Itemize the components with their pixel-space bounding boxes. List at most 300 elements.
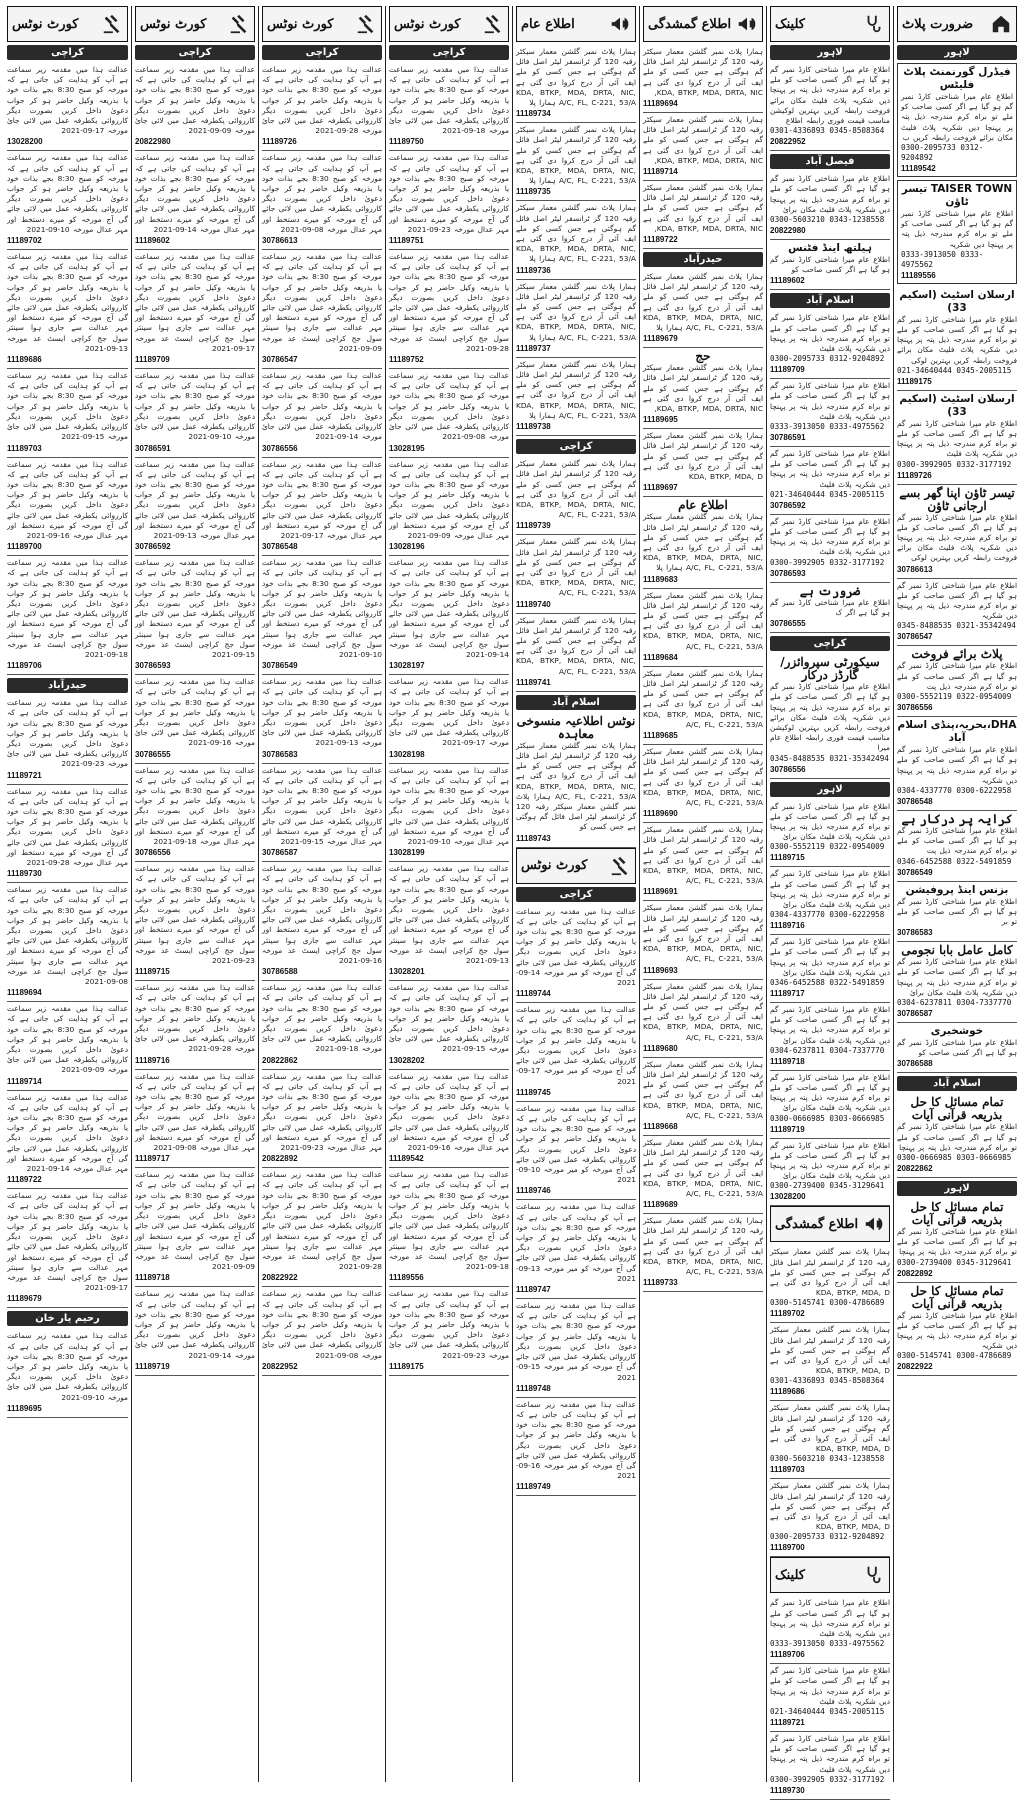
ad-reference: 11189679 bbox=[643, 334, 678, 344]
classified-ad bbox=[643, 113, 763, 181]
classified-ad bbox=[897, 1283, 1017, 1377]
ad-body: عدالت ہذا میں مقدمہ زیر سماعت ہے آپ کو ہدایت کی جاتی ہے کہ مورخہ کو صبح 8:30 بجے بذات خود یا بذریعہ وکیل حاضر ہو کر جواب دعویٰ داخل کریں بصورت دیگر کارروائی یکطرفہ عمل میں لائی جائ مورخہ 17-09-2021 bbox=[7, 65, 128, 136]
classified-ad bbox=[643, 270, 763, 348]
ad-body: عدالت ہذا میں مقدمہ زیر سماعت ہے آپ کو ہدایت کی جاتی ہے کہ مورخہ کو صبح 8:30 بجے بذات خود یا بذریعہ وکیل حاضر ہو کر جواب دعویٰ داخل کریں بصورت دیگر کارروائی یکطرفہ عمل میں لائی جائ مورخہ 15-09-2021 bbox=[7, 371, 128, 442]
classified-ad bbox=[389, 1070, 509, 1169]
ad-reference: 11189730 bbox=[7, 869, 42, 879]
ad-body: عدالت ہذا میں مقدمہ زیر سماعت ہے آپ کو ہدایت کی جاتی ہے کہ مورخہ کو صبح 8:30 بجے بذات خود یا بذریعہ وکیل حاضر ہو کر جواب دعویٰ داخل کریں بصورت دیگر کارروائی یکطرفہ عمل میں لائی جائے گی آج مورخہ کو میرے دستخط اور مہر عدالت سے جاری ہوا سینئر سول جج کراچی ایسٹ عد مورخہ 09-09-2021 bbox=[262, 252, 382, 353]
ad-phone: 0300-3992905 0332-3177192 bbox=[770, 1774, 885, 1784]
ad-phone: 0346-6452588 0322-5491859 bbox=[770, 977, 885, 987]
classified-ad bbox=[516, 1102, 636, 1201]
ad-body: اطلاع عام میرا شناختی کارڈ نمبر گم ہو گیا ہے اگر کسی صاحب کو ملے تو براہ کرم مندرجہ ذیل پتہ پر پہنچا دیں شکریہ پلاٹ فلیٹ bbox=[770, 516, 890, 557]
ad-body: عدالت ہذا میں مقدمہ زیر سماعت ہے آپ کو ہدایت کی جاتی ہے کہ مورخہ کو صبح 8:30 بجے بذات خود یا بذریعہ وکیل حاضر ہو کر جواب دعویٰ داخل کریں بصورت دیگر کارروائی یکطرفہ عمل میں لائی جائ مورخہ 09-09-2021 bbox=[7, 1004, 128, 1075]
ad-heading: فیڈرل گورنمنٹ پلاٹ فلیٹس bbox=[903, 66, 1011, 91]
ad-reference: 30786549 bbox=[897, 867, 933, 877]
ad-body: عدالت ہذا میں مقدمہ زیر سماعت ہے آپ کو ہدایت کی جاتی ہے کہ مورخہ کو صبح 8:30 بجے بذات خود یا بذریعہ وکیل حاضر ہو کر جواب دعویٰ داخل کریں بصورت دیگر کارروائی یکطرفہ عمل میں لائی جائ مورخہ 13-09-2021 bbox=[262, 677, 382, 748]
ad-body: اطلاع عام میرا شناختی کارڈ نمبر گم ہو گیا ہے اگر کسی صاحب کو ملے تو براہ کرم مندرجہ ذیل پتہ پر پہنچا دیں شکریہ bbox=[897, 580, 1017, 621]
ad-reference: 11189719 bbox=[770, 1124, 805, 1134]
ad-heading: حج bbox=[695, 349, 711, 364]
ad-reference: 30786588 bbox=[262, 967, 298, 977]
classified-ad bbox=[262, 764, 382, 863]
ad-body: عدالت ہذا میں مقدمہ زیر سماعت ہے آپ کو ہدایت کی جاتی ہے کہ مورخہ کو صبح 8:30 بجے بذات خود یا بذریعہ وکیل حاضر ہو کر جواب دعویٰ داخل کریں بصورت دیگر کارروائی یکطرفہ عمل میں لائی جائے گی آج مورخہ کو میرے دستخط اور مہر عدال مورخہ 14-09-2021 bbox=[7, 1092, 128, 1174]
section-header-court-2-title: کورٹ نوٹس bbox=[267, 16, 334, 32]
ad-reference: 11189695 bbox=[7, 1403, 42, 1413]
ad-body: عدالت ہذا میں مقدمہ زیر سماعت ہے آپ کو ہدایت کی جاتی ہے کہ مورخہ کو صبح 8:30 بجے بذات خود یا بذریعہ وکیل حاضر ہو کر جواب دعویٰ داخل کریں بصورت دیگر کارروائی یکطرفہ عمل میں لائی جائے گی آج مورخہ کو میرے دستخط اور مہر عدال مورخہ 10-09-2021 bbox=[389, 765, 509, 846]
classified-ad bbox=[770, 1401, 890, 1479]
ad-body: عدالت ہذا میں مقدمہ زیر سماعت ہے آپ کو ہدایت کی جاتی ہے کہ مورخہ کو صبح 8:30 بجے بذات خود یا بذریعہ وکیل حاضر ہو کر جواب دعویٰ داخل کریں بصورت دیگر کارروائی یکطرفہ عمل میں لائی جائے گی آج مورخہ کو میرے دستخط اور مہر عدال مورخہ 13-09-2021 bbox=[135, 459, 255, 540]
ad-body: اطلاع عام میرا شناختی کارڈ نمبر گم ہو گیا ہے اگر کسی صاحب کو ملے تو براہ کرم مندرجہ ذیل پتہ پر پہنچا دیں شکریہ پلاٹ فلیٹ مکان برائ bbox=[770, 801, 890, 842]
classified-ad bbox=[7, 785, 128, 884]
ad-body: ہمارا پلاٹ نمبر گلشن معمار سیکٹر رقبہ 120 گز ٹرانسفر لیٹر اصل فائل گم ہوگئی ہے جس کسی کو ملے ایف آئی آر درج کروا دی گئی ہے KDA, BTKP, MDA, DRTA, NIC, A/C, FL, C-221, 53/A bbox=[643, 746, 764, 807]
ad-body: عدالت ہذا میں مقدمہ زیر سماعت ہے آپ کو ہدایت کی جاتی ہے کہ مورخہ کو صبح 8:30 بجے بذات خود یا بذریعہ وکیل حاضر ہو کر جواب دعویٰ داخل کریں بصورت دیگر کارروائی یکطرفہ عمل میں لائی جائے گی آج مورخہ کو میرے دستخط اور مہر عدالت سے جاری ہوا سینئر سول جج کراچی ایسٹ عد مورخہ 28-09-2021 bbox=[389, 252, 509, 353]
ad-reference: 13028200 bbox=[7, 137, 43, 147]
ad-phone: 0300-5145741 0300-4786689 bbox=[897, 1351, 1012, 1361]
ad-body: اطلاع عام میرا شناختی کارڈ نمبر گم ہو گیا ہے اگر کسی صاحب کو ملے تو براہ کرم مندرجہ ذیل پتہ پر پہنچا bbox=[897, 1122, 1017, 1152]
ad-reference: 11189602 bbox=[135, 236, 170, 246]
classified-ad bbox=[643, 745, 763, 823]
classified-ad bbox=[897, 942, 1017, 1023]
classified-ad bbox=[770, 379, 890, 447]
ad-reference: 20822892 bbox=[262, 1154, 298, 1164]
classified-ad bbox=[135, 556, 255, 675]
ad-reference: 30786547 bbox=[262, 355, 298, 365]
ad-body: عدالت ہذا میں مقدمہ زیر سماعت ہے آپ کو ہدایت کی جاتی ہے کہ مورخہ کو صبح 8:30 بجے بذات خود یا بذریعہ وکیل حاضر ہو کر جواب دعویٰ داخل کریں بصورت دیگر کارروائی یکطرفہ عمل میں لائی جائے گی آج مورخہ کو میرے دستخط اور مہر عدالت سے جاری ہوا سینئر سول جج کراچی ایسٹ عد مورخہ 16-09-2021 bbox=[262, 864, 382, 966]
classified-ad bbox=[389, 862, 509, 981]
ad-heading: تیسر ٹاؤن اپنا گھر بسے ارجانی ٹاؤن bbox=[899, 485, 1015, 513]
ad-reference: 11189680 bbox=[643, 1043, 678, 1053]
classified-ad bbox=[770, 447, 890, 515]
column-court-1 bbox=[385, 6, 512, 1782]
ad-reference: 11189752 bbox=[389, 355, 424, 365]
classified-ad bbox=[897, 485, 1017, 579]
ad-reference: 30786555 bbox=[135, 749, 171, 759]
ad-body: عدالت ہذا میں مقدمہ زیر سماعت ہے آپ کو ہدایت کی جاتی ہے کہ مورخہ کو صبح 8:30 بجے بذات خود یا بذریعہ وکیل حاضر ہو کر جواب دعویٰ داخل کریں بصورت دیگر کارروائی یکطرفہ عمل میں لائی جائے گی آج مورخہ کو میرے دستخط اور مہر عدالت سے جاری ہوا سینئر سول جج کراچی ایسٹ عد مورخہ 13-09-2021 bbox=[7, 252, 128, 353]
ad-reference: 11189542 bbox=[389, 1154, 424, 1164]
ad-reference: 11189750 bbox=[389, 137, 424, 147]
ad-body: ہمارا پلاٹ نمبر گلشن معمار سیکٹر رقبہ 120 گز ٹرانسفر لیٹر اصل فائل گم ہوگئی ہے جس کسی کو ملے ایف آئی آر درج کروا دی گئی ہے KDA, BTKP, MDA, DRTA, NIC, A/C, FL, C-221, 53/A ہمارا پلا bbox=[643, 272, 764, 333]
ad-body: عدالت ہذا میں مقدمہ زیر سماعت ہے آپ کو ہدایت کی جاتی ہے کہ مورخہ کو صبح 8:30 بجے بذات خود یا بذریعہ وکیل حاضر ہو کر جواب دعویٰ داخل کریں بصورت دیگر کارروائی یکطرفہ عمل میں لائی جائے گی آج مورخہ کو میرے دستخط اور مہر عدال مورخہ 09-09-2021 bbox=[389, 459, 509, 540]
city-label-rahim_yar_khan: رحیم یار خان bbox=[7, 1311, 128, 1326]
ad-reference: 13028200 bbox=[770, 1192, 806, 1202]
section-header-property-title: ضرورت پلاٹ bbox=[902, 16, 974, 32]
ad-body: عدالت ہذا میں مقدمہ زیر سماعت ہے آپ کو ہدایت کی جاتی ہے کہ مورخہ کو صبح 8:30 بجے بذات خود یا بذریعہ وکیل حاضر ہو کر جواب دعویٰ داخل کریں بصورت دیگر کارروائی یکطرفہ عمل میں لائی جائ مورخہ 15-09-2021 bbox=[389, 983, 509, 1054]
classified-ad bbox=[643, 589, 763, 667]
ad-body: اطلاع عام میرا شناختی کارڈ نمبر گم ہو گیا ہے اگر کسی صاحب کو ملے تو بر bbox=[897, 896, 1017, 926]
classified-ad bbox=[389, 458, 509, 557]
ad-phone: 0300-3992905 0332-3177192 bbox=[770, 557, 885, 567]
ad-body: عدالت ہذا میں مقدمہ زیر سماعت ہے آپ کو ہدایت کی جاتی ہے کہ مورخہ کو صبح 8:30 بجے بذات خود یا بذریعہ وکیل حاضر ہو کر جواب دعویٰ داخل کریں بصورت دیگر کارروائی یکطرفہ عمل میں لائی جائے گی آج مورخہ کو میرے دستخط اور مہر عدالت سے جاری ہوا سینئر سول جج کراچی ایسٹ عد مورخہ 08-09-2021 bbox=[7, 885, 128, 987]
ad-phone: 0304-6237811 0304-7337770 bbox=[770, 1045, 885, 1055]
ad-reference: 30786593 bbox=[770, 568, 806, 578]
ad-body: اطلاع عام میرا شناختی کارڈ نمبر گم ہو گیا ہے اگر کسی صاحب کو bbox=[897, 1037, 1017, 1058]
classified-ad bbox=[262, 675, 382, 763]
classified-ad bbox=[262, 151, 382, 250]
classified-ad bbox=[897, 717, 1017, 811]
ad-body: عدالت ہذا میں مقدمہ زیر سماعت ہے آپ کو ہدایت کی جاتی ہے کہ مورخہ کو صبح 8:30 بجے بذات خود یا بذریعہ وکیل حاضر ہو کر جواب دعویٰ داخل کریں بصورت دیگر کارروائی یکطرفہ عمل میں لائی جائے گی آج مورخہ کو میرے دستخط اور مہر عدالت سے جاری ہوا سینئر سول جج کراچی ایسٹ عد مورخہ 15-09-2021 bbox=[135, 558, 255, 659]
classified-ad bbox=[389, 1287, 509, 1375]
ad-reference: 11189719 bbox=[135, 1361, 170, 1371]
city-label-karachi: کراچی bbox=[262, 45, 382, 60]
classified-ad bbox=[135, 250, 255, 369]
classified-ad bbox=[897, 646, 1017, 717]
ad-reference: 13028202 bbox=[389, 1055, 425, 1065]
city-label-islamabad: اسلام آباد bbox=[770, 293, 890, 308]
classified-ad bbox=[897, 1094, 1017, 1178]
ad-body: عدالت ہذا میں مقدمہ زیر سماعت ہے آپ کو ہدایت کی جاتی ہے کہ مورخہ کو صبح 8:30 بجے بذات خود یا بذریعہ وکیل حاضر ہو کر جواب دعویٰ داخل کریں بصورت دیگر کارروائی یکطرفہ عمل میں لائی جائے گی آج مورخہ کو میر مورخہ 14-09-2021 bbox=[516, 906, 636, 987]
ad-reference: 11189734 bbox=[516, 109, 551, 119]
ad-reference: 13028196 bbox=[389, 542, 425, 552]
ad-body: ہمارا پلاٹ نمبر گلشن معمار سیکٹر رقبہ 120 گز ٹرانسفر لیٹر اصل فائل گم ہوگئی ہے جس کسی کو ملے ایف آئی آر درج کروا دی گئی ہے KDA, BTKP, MDA, DRTA, NIC, A/C, FL, C-221, 53/A ہمارا پلا bbox=[643, 512, 764, 573]
ad-body: عدالت ہذا میں مقدمہ زیر سماعت ہے آپ کو ہدایت کی جاتی ہے کہ مورخہ کو صبح 8:30 بجے بذات خود یا بذریعہ وکیل حاضر ہو کر جواب دعویٰ داخل کریں بصورت دیگر کارروائی یکطرفہ عمل میں لائی جائے گی آج مورخہ کو میرے دستخط اور مہر عدال مورخہ 08-09-2021 bbox=[262, 153, 382, 234]
column-property bbox=[893, 6, 1020, 1782]
ad-body: اطلاع عام میرا شناختی کارڈ نمبر گم ہو گیا ہے اگر کسی صاحب کو ملے تو براہ کرم مندرجہ ذیل پتہ پر پہنچا دیں شکریہ پلاٹ فلیٹ bbox=[897, 418, 1017, 459]
classified-ad bbox=[135, 151, 255, 250]
ad-reference: 11189693 bbox=[643, 965, 678, 975]
ad-body: اطلاع عام میرا شناختی کارڈ نمبر گم ہو گیا ہے اگر کسی صاحب کو ملے تو براہ کرم مندرجہ ذیل پتہ پر پہنچا دیں شکریہ پلاٹ فلیٹ مکان برائ bbox=[770, 869, 890, 909]
ad-reference: 11189695 bbox=[643, 415, 678, 425]
ad-body: ہمارا پلاٹ نمبر گلشن معمار سیکٹر رقبہ 120 گز ٹرانسفر لیٹر اصل فائل گم ہوگئی ہے جس کسی کو ملے ایف آئی آر درج کروا دی گئی ہے KDA, BTKP, MDA, D bbox=[770, 1403, 891, 1454]
gavel-icon bbox=[482, 13, 504, 35]
ad-reference: 11189686 bbox=[770, 1387, 805, 1397]
house-icon bbox=[990, 13, 1012, 35]
ad-reference: 11189749 bbox=[516, 1482, 551, 1492]
ad-phone: 0300-0666985 0303-0666985 bbox=[770, 1113, 885, 1123]
ad-reference: 11189691 bbox=[643, 887, 678, 897]
gavel-icon bbox=[101, 13, 123, 35]
classified-ad bbox=[262, 1168, 382, 1287]
ad-reference: 30786592 bbox=[770, 500, 806, 510]
ad-body: اطلاع عام میرا شناختی کارڈ نمبر گم ہو گیا ہے اگر کسی صاحب کو ملے تو براہ کرم مندرجہ ذیل پتہ پر پہنچا دیں شکریہ پلاٹ فلیٹ مکان برائے فروخت رابطہ کریں بہترین لوکی bbox=[897, 512, 1017, 563]
section-header-lost-2-title: اطلاع گمشدگی bbox=[775, 1216, 859, 1232]
ad-reference: 11189715 bbox=[135, 967, 170, 977]
classified-ad bbox=[643, 1058, 763, 1136]
ad-heading: بزنس اینڈ پروفیشن bbox=[905, 883, 1009, 896]
megaphone-icon bbox=[609, 13, 631, 35]
classified-ad bbox=[770, 311, 890, 379]
classified-ad bbox=[389, 764, 509, 863]
classified-ad bbox=[770, 654, 890, 778]
ad-body: عدالت ہذا میں مقدمہ زیر سماعت ہے آپ کو ہدایت کی جاتی ہے کہ مورخہ کو صبح 8:30 بجے بذات خود یا بذریعہ وکیل حاضر ہو کر جواب دعویٰ داخل کریں بصورت دیگر کارروائی یکطرفہ عمل میں لائی جائے گی آج مورخہ کو میرے دستخط اور مہر عدالت سے جاری ہوا سینئر سول جج کراچی ایسٹ عد مورخہ 17-09-2021 bbox=[7, 1191, 128, 1293]
classified-ad bbox=[262, 1287, 382, 1375]
classified-ad bbox=[516, 1299, 636, 1398]
ad-body: اطلاع عام میرا شناختی کارڈ نمبر گم ہو گیا ہے اگر کسی صاحب کو ملے تو براہ کرم مندرجہ ذیل پتہ پر پہنچا دیں شکریہ پلاٹ فلیٹ مکان برائ bbox=[770, 174, 890, 214]
ad-body: عدالت ہذا میں مقدمہ زیر سماعت ہے آپ کو ہدایت کی جاتی ہے کہ مورخہ کو صبح 8:30 بجے بذات خود یا بذریعہ وکیل حاضر ہو کر جواب دعویٰ داخل کریں بصورت دیگر کارروائی یکطرفہ عمل میں لائی جائے گی آج مورخہ کو میرے دستخط اور مہر عدالت سے جاری ہوا سینئر سول جج کراچی ایسٹ عد مورخہ 17-09-2021 bbox=[135, 252, 255, 353]
ad-body: اطلاع عام میرا شناختی کارڈ نمبر گم ہو گیا ہے اگر کسی صاحب کو ملے تو براہ کرم مندرجہ ذیل پتہ پر پہنچا دیں شکریہ پلاٹ فلیٹ مکان برائ bbox=[897, 957, 1017, 997]
ad-reference: 30786591 bbox=[135, 443, 171, 453]
ad-reference: 11189722 bbox=[7, 1175, 42, 1185]
classified-ad bbox=[7, 369, 128, 457]
ad-body: ہمارا پلاٹ نمبر گلشن معمار سیکٹر رقبہ 120 گز ٹرانسفر لیٹر اصل فائل گم ہوگئی ہے جس کسی کو ملے ایف آئی آر درج کروا دی گئی ہے KDA, BTKP, MDA, DRTA, NIC, A/C, FL, C-221, 53/A bbox=[516, 615, 637, 676]
section-header-court-inner bbox=[516, 848, 636, 884]
ad-body: عدالت ہذا میں مقدمہ زیر سماعت ہے آپ کو ہدایت کی جاتی ہے کہ مورخہ کو صبح 8:30 بجے بذات خود یا بذریعہ وکیل حاضر ہو کر جواب دعویٰ داخل کریں بصورت دیگر کارروائی یکطرفہ عمل میں لائی جائے گی آج مورخہ کو میر مورخہ 13-09-2021 bbox=[516, 1202, 636, 1283]
ad-heading: اطلاع عام bbox=[678, 498, 728, 513]
ad-body: عدالت ہذا میں مقدمہ زیر سماعت ہے آپ کو ہدایت کی جاتی ہے کہ مورخہ کو صبح 8:30 بجے بذات خود یا بذریعہ وکیل حاضر ہو کر جواب دعویٰ داخل کریں بصورت دیگر کارروائی یکطرفہ عمل میں لائی جائ مورخہ 18-09-2021 bbox=[262, 983, 382, 1054]
classified-ad bbox=[262, 63, 382, 151]
ad-reference: 11189736 bbox=[516, 265, 551, 275]
classified-ad bbox=[135, 63, 255, 151]
section-header-public-title: اطلاع عام bbox=[521, 16, 575, 32]
gavel-icon bbox=[355, 13, 377, 35]
ad-reference: 11189684 bbox=[643, 652, 678, 662]
ad-body: ہمارا پلاٹ نمبر گلشن معمار سیکٹر رقبہ 120 گز ٹرانسفر لیٹر اصل فائل گم ہوگئی ہے جس کسی کو ملے ایف آئی آر درج کروا دی گئی ہے KDA, BTKP, MDA, DRTA, NIC, A/C, FL, C-221, 53/A bbox=[643, 903, 764, 964]
ad-body: ہمارا پلاٹ نمبر گلشن معمار سیکٹر رقبہ 120 گز ٹرانسفر لیٹر اصل فائل گم ہوگئی ہے جس کسی کو ملے ایف آئی آر درج کروا دی گئی ہے KDA, BTKP, MDA, DRTA, NIC, A/C, FL, C-221, 53/A bbox=[643, 1059, 764, 1120]
classified-ad bbox=[7, 1329, 128, 1417]
ad-body: عدالت ہذا میں مقدمہ زیر سماعت ہے آپ کو ہدایت کی جاتی ہے کہ مورخہ کو صبح 8:30 بجے بذات خود یا بذریعہ وکیل حاضر ہو کر جواب دعویٰ داخل کریں بصورت دیگر کارروائی یکطرفہ عمل میں لائی جائ مورخہ 16-09-2021 bbox=[135, 677, 255, 748]
ad-phone: 0300-5603210 0343-1238558 bbox=[770, 215, 885, 225]
ad-reference: 20822952 bbox=[770, 137, 806, 147]
ad-body: عدالت ہذا میں مقدمہ زیر سماعت ہے آپ کو ہدایت کی جاتی ہے کہ مورخہ کو صبح 8:30 بجے بذات خود یا بذریعہ وکیل حاضر ہو کر جواب دعویٰ داخل کریں بصورت دیگر کارروائی یکطرفہ عمل میں لائی جائے گی آج مورخہ کو میرے دستخط اور مہر عدال مورخہ 10-09-2021 bbox=[7, 153, 128, 234]
ad-reference: 11189686 bbox=[7, 355, 42, 365]
classified-ad bbox=[516, 358, 636, 436]
ad-reference: 11189689 bbox=[643, 1200, 678, 1210]
megaphone-icon bbox=[736, 13, 758, 35]
classified-ad bbox=[262, 1070, 382, 1169]
ad-reference: 11189739 bbox=[516, 521, 551, 531]
ad-reference: 30786587 bbox=[897, 1008, 933, 1018]
ad-phone: 0304-4337770 0300-6222958 bbox=[897, 785, 1012, 795]
classified-ad bbox=[7, 250, 128, 369]
ad-reference: 11189735 bbox=[516, 187, 551, 197]
classified-ad bbox=[897, 180, 1017, 284]
column-public-notice bbox=[512, 6, 639, 1782]
ad-reference: 11189738 bbox=[516, 422, 551, 432]
ad-body: اطلاع عام میرا شناختی کارڈ نمبر گم ہو گیا ہے اگر کسی صاحب کو ملے تو براہ کرم مندرجہ ذیل پتہ پر پہنچا دیں شکریہ پلاٹ فلیٹ bbox=[770, 381, 890, 421]
classified-ad bbox=[897, 287, 1017, 391]
ad-phone: 0345-8488535 0321-35342494 bbox=[770, 753, 889, 763]
classified-ad bbox=[135, 369, 255, 457]
classified-ad bbox=[770, 1071, 890, 1139]
ad-heading: کامل عامل بابا نجومی bbox=[901, 943, 1013, 958]
city-label-lahore: لاہور bbox=[897, 45, 1017, 60]
ad-reference: 11189683 bbox=[643, 574, 678, 584]
ad-body: ہمارا پلاٹ نمبر گلشن معمار سیکٹر رقبہ 120 گز ٹرانسفر لیٹر اصل فائل گم ہوگئی ہے جس کسی کو ملے ایف آئی آر درج کروا دی گئی ہے KDA, BTKP, MDA, D bbox=[770, 1247, 891, 1298]
ad-reference: 30786613 bbox=[262, 236, 298, 246]
ad-body: عدالت ہذا میں مقدمہ زیر سماعت ہے آپ کو ہدایت کی جاتی ہے کہ مورخہ کو صبح 8:30 بجے بذات خود یا بذریعہ وکیل حاضر ہو کر جواب دعویٰ داخل کریں بصورت دیگر کارروائی یکطرفہ عمل میں لائی جائے گی آج مورخہ کو میرے دستخط اور مہر عدالت سے جاری ہوا سینئر سول جج کراچی ایسٹ عد مورخہ 10-09-2021 bbox=[262, 558, 382, 659]
classified-ad bbox=[389, 250, 509, 369]
classified-ad bbox=[643, 901, 763, 979]
city-label-islamabad: اسلام آباد bbox=[897, 1076, 1017, 1091]
ad-heading: DHA،بحریہ،پنڈی اسلام آباد bbox=[897, 719, 1017, 745]
ad-reference: 11189602 bbox=[770, 276, 805, 286]
classified-ad bbox=[770, 1323, 890, 1401]
ad-reference: 11189702 bbox=[7, 236, 42, 246]
classified-ad bbox=[643, 497, 763, 588]
classified-ad bbox=[897, 579, 1017, 647]
ad-body: اطلاع عام میرا شناختی کارڈ نمبر گم ہو گیا ہے اگر کسی صاحب کو ملے تو براہ کرم مندرجہ ذیل پتہ پر پہنچا دیں شکریہ پلاٹ فلیٹ مکان برائ bbox=[770, 1004, 890, 1045]
ad-heading: ہیلتھ اینڈ فٹنس bbox=[788, 242, 872, 255]
ad-body: اطلاع عام میرا شناختی کارڈ نمبر گم ہو گیا ہے اگر کسی صاحب کو ملے تو براہ کرم مندرجہ ذیل پتہ پر پہنچا دیں شکریہ پلاٹ فلیٹ مکان برائے فروخت رابطہ کریں ب bbox=[901, 92, 1013, 142]
ad-reference: 11189730 bbox=[770, 1785, 805, 1795]
classified-ad bbox=[770, 1732, 890, 1800]
megaphone-icon bbox=[863, 1213, 885, 1235]
ad-body: عدالت ہذا میں مقدمہ زیر سماعت ہے آپ کو ہدایت کی جاتی ہے کہ مورخہ کو صبح 8:30 بجے بذات خود یا بذریعہ وکیل حاضر ہو کر جواب دعویٰ داخل کریں بصورت دیگر کارروائی یکطرفہ عمل میں لائی جائے گی آج مورخہ کو میرے دستخط اور مہر عدالت سے جاری ہوا سینئر سول جج کراچی ایسٹ عد مورخہ 23-09-2021 bbox=[135, 864, 255, 966]
city-label-lahore: لاہور bbox=[770, 782, 890, 797]
section-header-clinic-2 bbox=[770, 1557, 890, 1593]
column-clinic bbox=[766, 6, 893, 1795]
classified-ad bbox=[897, 1199, 1017, 1283]
stethoscope-icon bbox=[863, 13, 885, 35]
classified-ad bbox=[770, 1003, 890, 1071]
ad-body: اطلاع عام میرا شناختی کارڈ نمبر گم ہو گیا ہے اگر کسی صاحب کو ملے تو براہ کرم مندرجہ ذیل پت bbox=[897, 661, 1017, 691]
ad-body: ہمارا پلاٹ نمبر گلشن معمار سیکٹر رقبہ 120 گز ٹرانسفر لیٹر اصل فائل گم ہوگئی ہے جس کسی کو ملے ایف آئی آر درج کروا دی گئی ہے KDA, BTKP, MDA, DRTA, NIC, A/C, FL, C-221, 53/A bbox=[643, 590, 764, 651]
classified-ad bbox=[516, 535, 636, 613]
ad-phone: 021-34640444 0345-2005115 bbox=[770, 1707, 885, 1717]
ad-body: عدالت ہذا میں مقدمہ زیر سماعت ہے آپ کو ہدایت کی جاتی ہے کہ مورخہ کو صبح 8:30 بجے بذات خود یا بذریعہ وکیل حاضر ہو کر جواب دعویٰ داخل کریں بصورت دیگر کارروائی یکطرفہ عمل میں لائی جائ مورخہ 17-09-2021 bbox=[389, 677, 509, 748]
ad-reference: 30786593 bbox=[135, 661, 171, 671]
ad-phone: 0300-2739400 0345-3129641 bbox=[770, 1181, 885, 1191]
city-label-karachi: کراچی bbox=[770, 636, 890, 651]
ad-phone: 0333-3913050 0333-4975562 bbox=[770, 1639, 885, 1649]
classified-ad bbox=[135, 1070, 255, 1169]
stethoscope-icon bbox=[863, 1564, 885, 1586]
classified-ad bbox=[770, 515, 890, 583]
ad-body: عدالت ہذا میں مقدمہ زیر سماعت ہے آپ کو ہدایت کی جاتی ہے کہ مورخہ کو صبح 8:30 بجے بذات خود یا بذریعہ وکیل حاضر ہو کر جواب دعویٰ داخل کریں بصورت دیگر کارروائی یکطرفہ عمل میں لائی جائ مورخہ 10-09-2021 bbox=[135, 371, 255, 442]
classified-ad bbox=[770, 935, 890, 1003]
classified-ad bbox=[389, 675, 509, 763]
ad-phone: 0345-8488535 0321-35342494 bbox=[897, 621, 1016, 631]
classified-ad bbox=[770, 240, 890, 290]
classified-ad bbox=[262, 981, 382, 1069]
ad-body: عدالت ہذا میں مقدمہ زیر سماعت ہے آپ کو ہدایت کی جاتی ہے کہ مورخہ کو صبح 8:30 بجے بذات خود یا بذریعہ وکیل حاضر ہو کر جواب دعویٰ داخل کریں بصورت دیگر کارروائی یکطرفہ عمل میں لائی جائ مورخہ 23-09-2021 bbox=[389, 1289, 509, 1360]
ad-reference: 11189709 bbox=[135, 355, 170, 365]
ad-body: عدالت ہذا میں مقدمہ زیر سماعت ہے آپ کو ہدایت کی جاتی ہے کہ مورخہ کو صبح 8:30 بجے بذات خود یا بذریعہ وکیل حاضر ہو کر جواب دعویٰ داخل کریں بصورت دیگر کارروائی یکطرفہ عمل میں لائی جائ مورخہ 08-09-2021 bbox=[262, 1289, 382, 1360]
classified-ad bbox=[7, 458, 128, 557]
ad-reference: 20822862 bbox=[897, 1163, 933, 1173]
ad-body: عدالت ہذا میں مقدمہ زیر سماعت ہے آپ کو ہدایت کی جاتی ہے کہ مورخہ کو صبح 8:30 بجے بذات خود یا بذریعہ وکیل حاضر ہو کر جواب دعویٰ داخل کریں بصورت دیگر کارروائی یکطرفہ عمل میں لائی جائے گی آج مورخہ کو میرے دستخط اور مہر عدالت سے جاری ہوا سینئر سول جج کراچی ایسٹ عد مورخہ 13-09-2021 bbox=[389, 864, 509, 966]
ad-reference: 11189718 bbox=[770, 1056, 805, 1066]
ad-body: عدالت ہذا میں مقدمہ زیر سماعت ہے آپ کو ہدایت کی جاتی ہے کہ مورخہ کو صبح 8:30 بجے بذات خود یا بذریعہ وکیل حاضر ہو کر جواب دعویٰ داخل کریں بصورت دیگر کارروائی یکطرفہ عمل میں لائی جائے گی آج مورخہ کو میرے دستخط اور مہر عدال مورخہ 16-09-2021 bbox=[389, 1071, 509, 1153]
ad-reference: 11189722 bbox=[643, 235, 678, 245]
ad-phone: 0300-2095733 0312-9204892 bbox=[770, 1532, 885, 1542]
ad-heading: سیکورٹی سپروائزر/گارڈز درکار bbox=[780, 655, 880, 683]
ad-body: اطلاع عام میرا شناختی کارڈ نمبر گم ہو گیا ہے اگر کسی صاحب کو ملے تو براہ کرم مندرجہ ذیل پتہ پر پہنچا دیں شکریہ پلاٹ فلیٹ مکان برائ bbox=[770, 1140, 890, 1181]
classified-ad bbox=[262, 369, 382, 457]
city-label-karachi: کراچی bbox=[516, 887, 636, 902]
ad-reference: 11189700 bbox=[770, 1543, 805, 1553]
classified-ad bbox=[897, 391, 1017, 485]
ad-body: اطلاع عام میرا شناختی کارڈ نمبر گم ہو گیا ہے اگر کسی صاحب کو ملے تو براہ کرم مندرجہ ذیل پتہ پر پہنچا bbox=[897, 1226, 1017, 1257]
ad-reference: 11189690 bbox=[643, 809, 678, 819]
classified-ad bbox=[643, 429, 763, 497]
ad-reference: 11189703 bbox=[7, 443, 42, 453]
ad-reference: 11189694 bbox=[643, 99, 678, 109]
ad-reference: 13028201 bbox=[389, 967, 425, 977]
ad-reference: 11189718 bbox=[135, 1273, 170, 1283]
ad-heading: ارسلان اسٹیٹ (اسکیم 33) bbox=[899, 392, 1015, 418]
ad-body: اطلاع عام میرا شناختی کارڈ نمبر گم ہو گیا ہے اگر کسی صاحب کو ملے تو براہ کرم مندرجہ ذیل پتہ پر پہنچا دیں شکریہ پلاٹ فلیٹ bbox=[770, 313, 890, 354]
ad-body: عدالت ہذا میں مقدمہ زیر سماعت ہے آپ کو ہدایت کی جاتی ہے کہ مورخہ کو صبح 8:30 بجے بذات خود یا بذریعہ وکیل حاضر ہو کر جواب دعویٰ داخل کریں بصورت دیگر کارروائی یکطرفہ عمل میں لائی جائ مورخہ 10-09-2021 bbox=[7, 1331, 128, 1402]
ad-phone: 0300-2739400 0345-3129641 bbox=[897, 1257, 1012, 1267]
city-label-hyderabad: حیدرآباد bbox=[643, 252, 763, 267]
column-court-4 bbox=[4, 6, 131, 1782]
ad-body: عدالت ہذا میں مقدمہ زیر سماعت ہے آپ کو ہدایت کی جاتی ہے کہ مورخہ کو صبح 8:30 بجے بذات خود یا بذریعہ وکیل حاضر ہو کر جواب دعویٰ داخل کریں بصورت دیگر کارروائی یکطرفہ عمل میں لائی جائ مورخہ 09-09-2021 bbox=[135, 65, 255, 136]
ad-body: عدالت ہذا میں مقدمہ زیر سماعت ہے آپ کو ہدایت کی جاتی ہے کہ مورخہ کو صبح 8:30 بجے بذات خود یا بذریعہ وکیل حاضر ہو کر جواب دعویٰ داخل کریں بصورت دیگر کارروائی یکطرفہ عمل میں لائی جائ مورخہ 28-09-2021 bbox=[262, 65, 382, 136]
ad-reference: 11189706 bbox=[770, 1650, 805, 1660]
ad-reference: 20822892 bbox=[897, 1268, 933, 1278]
ad-reference: 30786556 bbox=[897, 703, 933, 713]
ad-reference: 11189716 bbox=[770, 921, 805, 931]
ad-reference: 11189685 bbox=[643, 730, 678, 740]
ad-reference: 20822922 bbox=[262, 1273, 298, 1283]
ad-phone: 021-34640444 0345-2005115 bbox=[897, 365, 1012, 375]
section-header-clinic-2-title: کلینک bbox=[775, 1567, 805, 1583]
classified-ad bbox=[389, 556, 509, 675]
classified-ad bbox=[516, 201, 636, 279]
city-label-hyderabad: حیدرآباد bbox=[7, 678, 128, 693]
ad-heading: TAISER TOWN تیسر ٹاؤن bbox=[901, 183, 1013, 209]
ad-body: عدالت ہذا میں مقدمہ زیر سماعت ہے آپ کو ہدایت کی جاتی ہے کہ مورخہ کو صبح 8:30 بجے بذات خود یا بذریعہ وکیل حاضر ہو کر جواب دعویٰ داخل کریں بصورت دیگر کارروائی یکطرفہ عمل میں لائی جائ مورخہ 14-09-2021 bbox=[135, 1289, 255, 1360]
ad-reference: 30786549 bbox=[262, 661, 298, 671]
ad-body: اطلاع عام میرا شناختی کارڈ نمبر گم ہو گیا ہے اگر کسی صاحب کو ملے تو براہ کرم مندرجہ ذیل پتہ پر پہنچا دیں شکریہ پلاٹ فلیٹ bbox=[770, 1666, 890, 1706]
classified-ad bbox=[389, 369, 509, 457]
ad-reference: 11189679 bbox=[7, 1294, 42, 1304]
classified-ad bbox=[516, 457, 636, 535]
ad-reference: 11189726 bbox=[262, 137, 297, 147]
classified-ad bbox=[7, 63, 128, 151]
ad-reference: 11189702 bbox=[770, 1309, 805, 1319]
ad-reference: 11189703 bbox=[770, 1465, 805, 1475]
ad-reference: 13028197 bbox=[389, 661, 425, 671]
ad-reference: 30786587 bbox=[262, 848, 298, 858]
classified-ad bbox=[643, 980, 763, 1058]
ad-body: ہمارا پلاٹ نمبر گلشن معمار سیکٹر رقبہ 120 گز ٹرانسفر لیٹر اصل فائل گم ہوگئی ہے جس کسی کو ملے ایف آئی آر درج کروا دی گئی ہے KDA, BTKP, MDA, DRTA, NIC, A/C, FL, C-221, 53/A ہمارا پلا bbox=[516, 47, 637, 108]
classified-ad bbox=[262, 458, 382, 557]
classified-ad bbox=[897, 811, 1017, 882]
ad-reference: 20822980 bbox=[135, 137, 171, 147]
classified-ad bbox=[643, 181, 763, 249]
ad-phone: 0300-5603210 0343-1238558 bbox=[770, 1454, 885, 1464]
ad-body: عدالت ہذا میں مقدمہ زیر سماعت ہے آپ کو ہدایت کی جاتی ہے کہ مورخہ کو صبح 8:30 بجے بذات خود یا بذریعہ وکیل حاضر ہو کر جواب دعویٰ داخل کریں بصورت دیگر کارروائی یکطرفہ عمل میں لائی جائے گی آج مورخہ کو میرے دستخط اور مہر عدال مورخہ 16-09-2021 bbox=[7, 459, 128, 540]
classified-ad bbox=[262, 250, 382, 369]
classified-ad bbox=[135, 675, 255, 763]
ad-body: اطلاع عام میرا شناختی کارڈ نمبر گم ہو گیا ہے اگر کسی صاحب کو ملے تو براہ کرم مندرجہ ذیل پتہ پر پہنچا دیں شکریہ پلاٹ فلیٹ bbox=[770, 449, 890, 489]
classified-ad bbox=[135, 862, 255, 981]
ad-heading: تمام مسائل کا حل بذریعہ قرآنی آیات bbox=[910, 1199, 1004, 1227]
city-label-islamabad: اسلام آباد bbox=[516, 695, 636, 710]
ad-reference: 11189700 bbox=[7, 542, 42, 552]
ad-body: عدالت ہذا میں مقدمہ زیر سماعت ہے آپ کو ہدایت کی جاتی ہے کہ مورخہ کو صبح 8:30 بجے بذات خود یا بذریعہ وکیل حاضر ہو کر جواب دعویٰ داخل کریں بصورت دیگر کارروائی یکطرفہ عمل میں لائی جائے گی آج مورخہ کو میر مورخہ 17-09-2021 bbox=[516, 1005, 636, 1086]
classified-ad bbox=[516, 1398, 636, 1497]
ad-body: اطلاع عام میرا شناختی کارڈ نمبر گم ہو گیا ہے اگر کسی صاحب کو ملے تو براہ کرم مندرجہ ذیل پتہ پر پہنچا دیں شکریہ bbox=[897, 745, 1017, 785]
classified-ad bbox=[516, 713, 636, 848]
ad-reference: 30786583 bbox=[897, 928, 933, 938]
ad-reference: 30786556 bbox=[770, 764, 806, 774]
city-label-karachi: کراچی bbox=[135, 45, 255, 60]
ad-reference: 13028198 bbox=[389, 749, 425, 759]
ad-body: اطلاع عام میرا شناختی کارڈ نمبر گم ہو گیا ہے اگر کسی صاحب کو ملے تو براہ کرم مندرجہ ذیل پتہ پر پہنچا دیں شکریہ bbox=[901, 209, 1013, 249]
ad-reference: 13028195 bbox=[389, 443, 425, 453]
classified-ad bbox=[770, 800, 890, 868]
ad-heading: کرایہ پر درکار ہے bbox=[901, 811, 1013, 826]
classified-ad bbox=[7, 1002, 128, 1090]
classified-ad bbox=[770, 172, 890, 240]
section-header-court-4 bbox=[7, 6, 128, 42]
ad-reference: 11189721 bbox=[7, 770, 42, 780]
classified-ad bbox=[516, 123, 636, 201]
ad-phone: 0300-3992905 0332-3177192 bbox=[897, 459, 1012, 469]
classified-ad bbox=[770, 1664, 890, 1732]
ad-reference: 11189751 bbox=[389, 236, 424, 246]
ad-body: اطلاع عام میرا شناختی کارڈ نمبر گم ہو گیا ہے اگر ک bbox=[770, 597, 890, 617]
ad-reference: 11189747 bbox=[516, 1285, 551, 1295]
ad-reference: 30786613 bbox=[897, 564, 933, 574]
ad-reference: 11189556 bbox=[901, 270, 936, 280]
ad-body: ہمارا پلاٹ نمبر گلشن معمار سیکٹر رقبہ 120 گز ٹرانسفر لیٹر اصل فائل گم ہوگئی ہے جس کسی کو ملے ایف آئی آر درج کروا دی گئی ہے KDA, BTKP, MDA, DRTA, NIC, A/C, FL, C-221, 53/A bbox=[643, 1216, 764, 1277]
ad-body: ہمارا پلاٹ نمبر گلشن معمار سیکٹر رقبہ 120 گز ٹرانسفر لیٹر اصل فائل گم ہوگئی ہے جس کسی کو ملے ایف آئی آر درج کروا دی گئی ہے KDA, BTKP, MDA, DRTA, NIC, A/C, FL, C-221, 53/A ہمارا پلا bbox=[516, 125, 637, 186]
section-header-court-3 bbox=[135, 6, 255, 42]
ad-phone: 0333-3913050 0333-4975562 bbox=[770, 422, 885, 432]
ad-reference: 11189737 bbox=[516, 343, 551, 353]
